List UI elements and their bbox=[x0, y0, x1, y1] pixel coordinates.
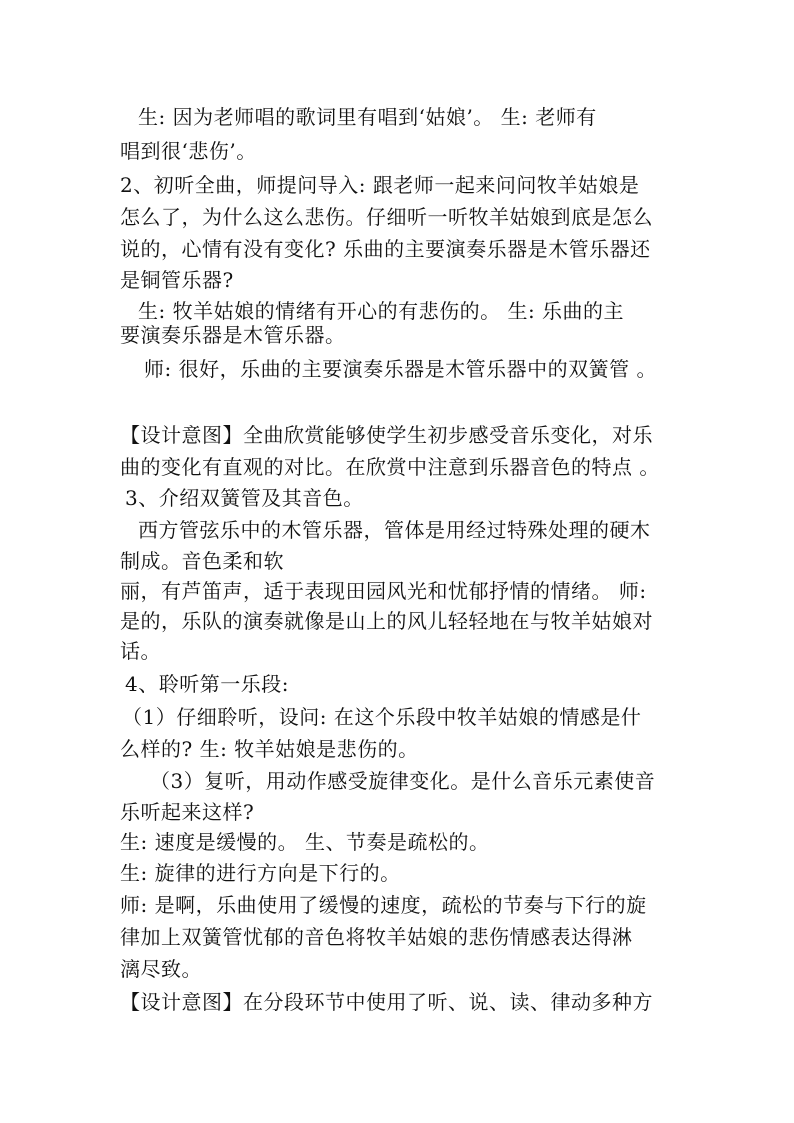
text-line: 2、初听全曲，师提问导入: 跟老师一起来问问牧羊姑娘是 bbox=[120, 173, 640, 197]
text-line: 漓尽致。 bbox=[120, 957, 202, 981]
text-line: 曲的变化有直观的对比。在欣赏中注意到乐器音色的特点 。 bbox=[120, 455, 660, 479]
text-line: 【设计意图】全曲欣赏能够使学生初步感受音乐变化，对乐 bbox=[120, 423, 653, 447]
text-line: 生: 旋律的进行方向是下行的。 bbox=[120, 861, 401, 885]
text-line: 是的，乐队的演奏就像是山上的风儿轻轻地在与牧羊姑娘对 bbox=[120, 609, 653, 633]
text-line: 律加上双簧管忧郁的音色将牧羊姑娘的悲伤情感表达得淋 bbox=[120, 925, 633, 949]
text-line: 【设计意图】在分段环节中使用了听、说、读、律动多种方 bbox=[120, 990, 653, 1014]
text-line: 师: 很好，乐曲的主要演奏乐器是木管乐器中的双簧管 。 bbox=[144, 357, 657, 381]
text-line: 丽，有芦笛声，适于表现田园风光和忧郁抒情的情绪。 师: bbox=[120, 579, 647, 603]
text-line: 要演奏乐器是木管乐器。 bbox=[120, 323, 346, 347]
text-line: 话。 bbox=[120, 639, 161, 663]
text-line: 怎么了，为什么这么悲伤。仔细听一听牧羊姑娘到底是怎么 bbox=[120, 205, 653, 229]
text-line: 生: 牧羊姑娘的情绪有开心的有悲伤的。 生: 乐曲的主 bbox=[138, 299, 625, 323]
text-line: 生: 速度是缓慢的。 生、节奏是疏松的。 bbox=[120, 830, 490, 854]
text-line: （1）仔细聆听，设问: 在这个乐段中牧羊姑娘的情感是什 bbox=[122, 705, 642, 729]
text-line: 西方管弦乐中的木管乐器，管体是用经过特殊处理的硬木 bbox=[138, 518, 651, 542]
text-line: 么样的? 生: 牧羊姑娘是悲伤的。 bbox=[120, 737, 419, 761]
text-line: （3）复听，用动作感受旋律变化。是什么音乐元素使音 bbox=[150, 769, 656, 793]
text-line: 唱到很‘悲伤’。 bbox=[120, 139, 257, 163]
text-line: 师: 是啊，乐曲使用了缓慢的速度，疏松的节奏与下行的旋 bbox=[120, 893, 647, 917]
text-line: 3、介绍双簧管及其音色。 bbox=[125, 486, 364, 510]
text-line: 说的，心情有没有变化? 乐曲的主要演奏乐器是木管乐器还 bbox=[120, 237, 651, 261]
text-line: 制成。音色柔和软 bbox=[120, 549, 284, 573]
text-line: 是铜管乐器? bbox=[120, 268, 234, 292]
text-line: 生: 因为老师唱的歌词里有唱到‘姑娘’。 生: 老师有 bbox=[138, 105, 597, 129]
text-line: 乐听起来这样? bbox=[120, 800, 255, 824]
text-line: 4、聆听第一乐段: bbox=[125, 672, 289, 696]
